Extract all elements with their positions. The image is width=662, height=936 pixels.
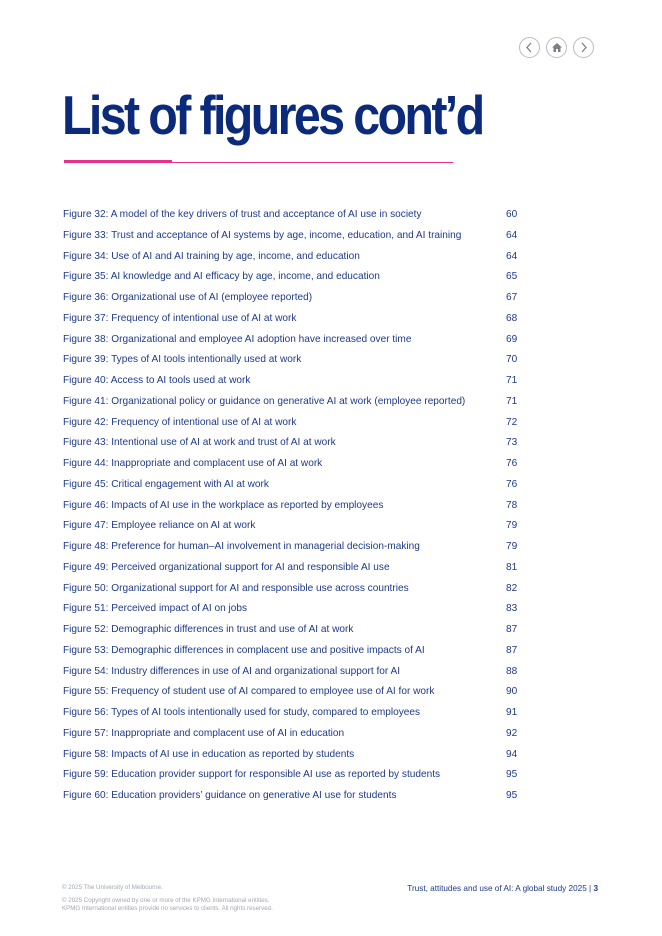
chevron-left-icon <box>525 42 534 53</box>
figure-page-number[interactable]: 79 <box>506 541 518 552</box>
figure-list-item[interactable] <box>63 599 533 620</box>
figure-list-item[interactable] <box>63 454 533 475</box>
figure-list-item[interactable] <box>63 682 533 703</box>
figure-list-item[interactable] <box>63 330 533 351</box>
figure-page-number[interactable]: 92 <box>506 727 518 739</box>
figure-title-link[interactable]: Figure 32: A model of the key drivers of trust and acceptance of AI use in society <box>63 209 422 220</box>
figure-page-number[interactable]: 73 <box>506 437 518 449</box>
figure-list-item[interactable] <box>63 662 533 683</box>
page-navigation <box>519 37 594 58</box>
figure-title-link[interactable]: Figure 58: Impacts of AI use in education as reported by students <box>63 748 355 760</box>
figure-list-item[interactable] <box>63 226 533 247</box>
figure-list-item[interactable] <box>63 267 533 288</box>
figure-title-link[interactable]: Figure 33: Trust and acceptance of AI systems by age, income, education, and AI training <box>63 229 462 241</box>
figure-title-link[interactable]: Figure 40: Access to AI tools used at work <box>63 375 251 386</box>
figure-page-number[interactable]: 90 <box>506 686 518 698</box>
figure-page-number[interactable]: 67 <box>506 292 518 303</box>
figure-list-item[interactable] <box>63 496 533 517</box>
figure-title-link[interactable]: Figure 44: Inappropriate and complacent use of AI at work <box>63 458 323 469</box>
figure-page-number[interactable]: 87 <box>506 644 518 656</box>
figure-list-item[interactable] <box>63 537 533 558</box>
copyright-kpmg: © 2025 Copyright owned by one or more of the KPMG International entities. <box>62 897 270 904</box>
figure-page-number[interactable]: 71 <box>506 375 518 386</box>
figure-list-item[interactable] <box>63 703 533 724</box>
figure-page-number[interactable]: 95 <box>506 790 518 801</box>
back-button[interactable] <box>519 37 540 58</box>
figure-page-number[interactable]: 68 <box>506 312 518 324</box>
figure-list-item[interactable] <box>63 475 533 496</box>
figure-title-link[interactable]: Figure 55: Frequency of student use of AI compared to employee use of AI for work <box>63 686 435 698</box>
figure-page-number[interactable]: 69 <box>506 333 518 345</box>
figure-page-number[interactable]: 60 <box>506 209 518 220</box>
figure-list-item[interactable] <box>63 641 533 662</box>
figure-title-link[interactable]: Figure 47: Employee reliance on AI at work <box>63 520 256 532</box>
page-number: 3 <box>593 884 598 893</box>
figure-page-number[interactable]: 91 <box>506 707 518 718</box>
figure-page-number[interactable]: 95 <box>506 769 518 781</box>
figure-list-item[interactable] <box>63 765 533 786</box>
figure-title-link[interactable]: Figure 43: Intentional use of AI at work and trust of AI at work <box>63 437 336 449</box>
figure-page-number[interactable]: 64 <box>506 250 518 262</box>
figure-page-number[interactable]: 72 <box>506 416 518 428</box>
figure-title-link[interactable]: Figure 37: Frequency of intentional use of AI at work <box>63 312 297 324</box>
figure-page-number[interactable]: 70 <box>506 354 518 366</box>
figure-list-item[interactable] <box>63 579 533 600</box>
figure-list-item[interactable] <box>63 786 533 807</box>
figure-list-item[interactable] <box>63 413 533 434</box>
figure-page-number[interactable]: 76 <box>506 458 518 469</box>
report-title: Trust, attitudes and use of AI: A global study 2025 | <box>407 884 592 893</box>
figure-list-item[interactable] <box>63 433 533 454</box>
figure-title-link[interactable]: Figure 60: Education providers’ guidance on generative AI use for students <box>63 790 397 801</box>
footer-report-title <box>407 884 598 893</box>
figure-page-number[interactable]: 88 <box>506 665 518 677</box>
figure-list-item[interactable] <box>63 309 533 330</box>
figure-list-item[interactable] <box>63 620 533 641</box>
figure-page-number[interactable]: 76 <box>506 478 518 490</box>
figure-title-link[interactable]: Figure 57: Inappropriate and complacent use of AI in education <box>63 727 345 739</box>
figure-page-number[interactable]: 81 <box>506 561 518 573</box>
figure-page-number[interactable]: 83 <box>506 603 518 615</box>
figure-title-link[interactable]: Figure 42: Frequency of intentional use of AI at work <box>63 416 297 428</box>
figure-title-link[interactable]: Figure 36: Organizational use of AI (employee reported) <box>63 292 313 303</box>
copyright-university: © 2025 The University of Melbourne. <box>62 884 163 891</box>
figure-title-link[interactable]: Figure 54: Industry differences in use of AI and organizational support for AI <box>63 665 401 677</box>
figure-title-link[interactable]: Figure 41: Organizational policy or guidance on generative AI at work (employee reported) <box>63 395 466 407</box>
figure-page-number[interactable]: 82 <box>506 582 518 594</box>
figure-title-link[interactable]: Figure 49: Perceived organizational support for AI and responsible AI use <box>63 561 390 573</box>
copyright-kpmg-rights: KPMG International entities provide no services to clients. All rights reserved. <box>62 905 273 912</box>
home-icon <box>551 42 563 53</box>
figure-title-link[interactable]: Figure 38: Organizational and employee AI adoption have increased over time <box>63 333 412 345</box>
figure-list-item[interactable] <box>63 516 533 537</box>
figure-page-number[interactable]: 87 <box>506 624 518 635</box>
figure-list-item[interactable] <box>63 724 533 745</box>
figure-page-number[interactable]: 94 <box>506 748 518 760</box>
figure-list-item[interactable] <box>63 392 533 413</box>
title-underline-accent <box>64 160 172 163</box>
forward-button[interactable] <box>573 37 594 58</box>
chevron-right-icon <box>579 42 588 53</box>
figure-title-link[interactable]: Figure 59: Education provider support for responsible AI use as reported by students <box>63 769 441 781</box>
figure-list-item[interactable] <box>63 371 533 392</box>
figure-list-item[interactable] <box>63 350 533 371</box>
figure-title-link[interactable]: Figure 48: Preference for human–AI involvement in managerial decision-making <box>63 541 420 552</box>
page-title: List of figures cont’d <box>62 84 483 146</box>
figure-page-number[interactable]: 65 <box>506 271 518 283</box>
home-button[interactable] <box>546 37 567 58</box>
figure-list-item[interactable] <box>63 558 533 579</box>
footer-copyright <box>62 884 273 913</box>
figure-page-number[interactable]: 79 <box>506 520 518 532</box>
figure-title-link[interactable]: Figure 46: Impacts of AI use in the workplace as reported by employees <box>63 499 384 511</box>
figure-title-link[interactable]: Figure 52: Demographic differences in trust and use of AI at work <box>63 624 354 635</box>
figure-page-number[interactable]: 64 <box>506 229 518 241</box>
figure-title-link[interactable]: Figure 51: Perceived impact of AI on jobs <box>63 603 248 615</box>
figure-list-item[interactable] <box>63 745 533 766</box>
figure-list-item[interactable] <box>63 247 533 268</box>
figure-title-link[interactable]: Figure 39: Types of AI tools intentionally used at work <box>63 354 302 366</box>
figure-page-number[interactable]: 78 <box>506 499 518 511</box>
figure-list <box>63 205 533 807</box>
figure-title-link[interactable]: Figure 34: Use of AI and AI training by age, income, and education <box>63 250 360 262</box>
figure-page-number[interactable]: 71 <box>506 395 518 407</box>
figure-title-link[interactable]: Figure 56: Types of AI tools intentionally used for study, compared to employees <box>63 707 421 718</box>
figure-title-link[interactable]: Figure 53: Demographic differences in complacent use and positive impacts of AI <box>63 644 425 656</box>
figure-title-link[interactable]: Figure 35: AI knowledge and AI efficacy by age, income, and education <box>63 271 380 283</box>
figure-title-link[interactable]: Figure 50: Organizational support for AI and responsible use across countries <box>63 582 409 594</box>
figure-list-item[interactable] <box>63 205 533 226</box>
figure-title-link[interactable]: Figure 45: Critical engagement with AI at work <box>63 478 269 490</box>
figure-list-item[interactable] <box>63 288 533 309</box>
